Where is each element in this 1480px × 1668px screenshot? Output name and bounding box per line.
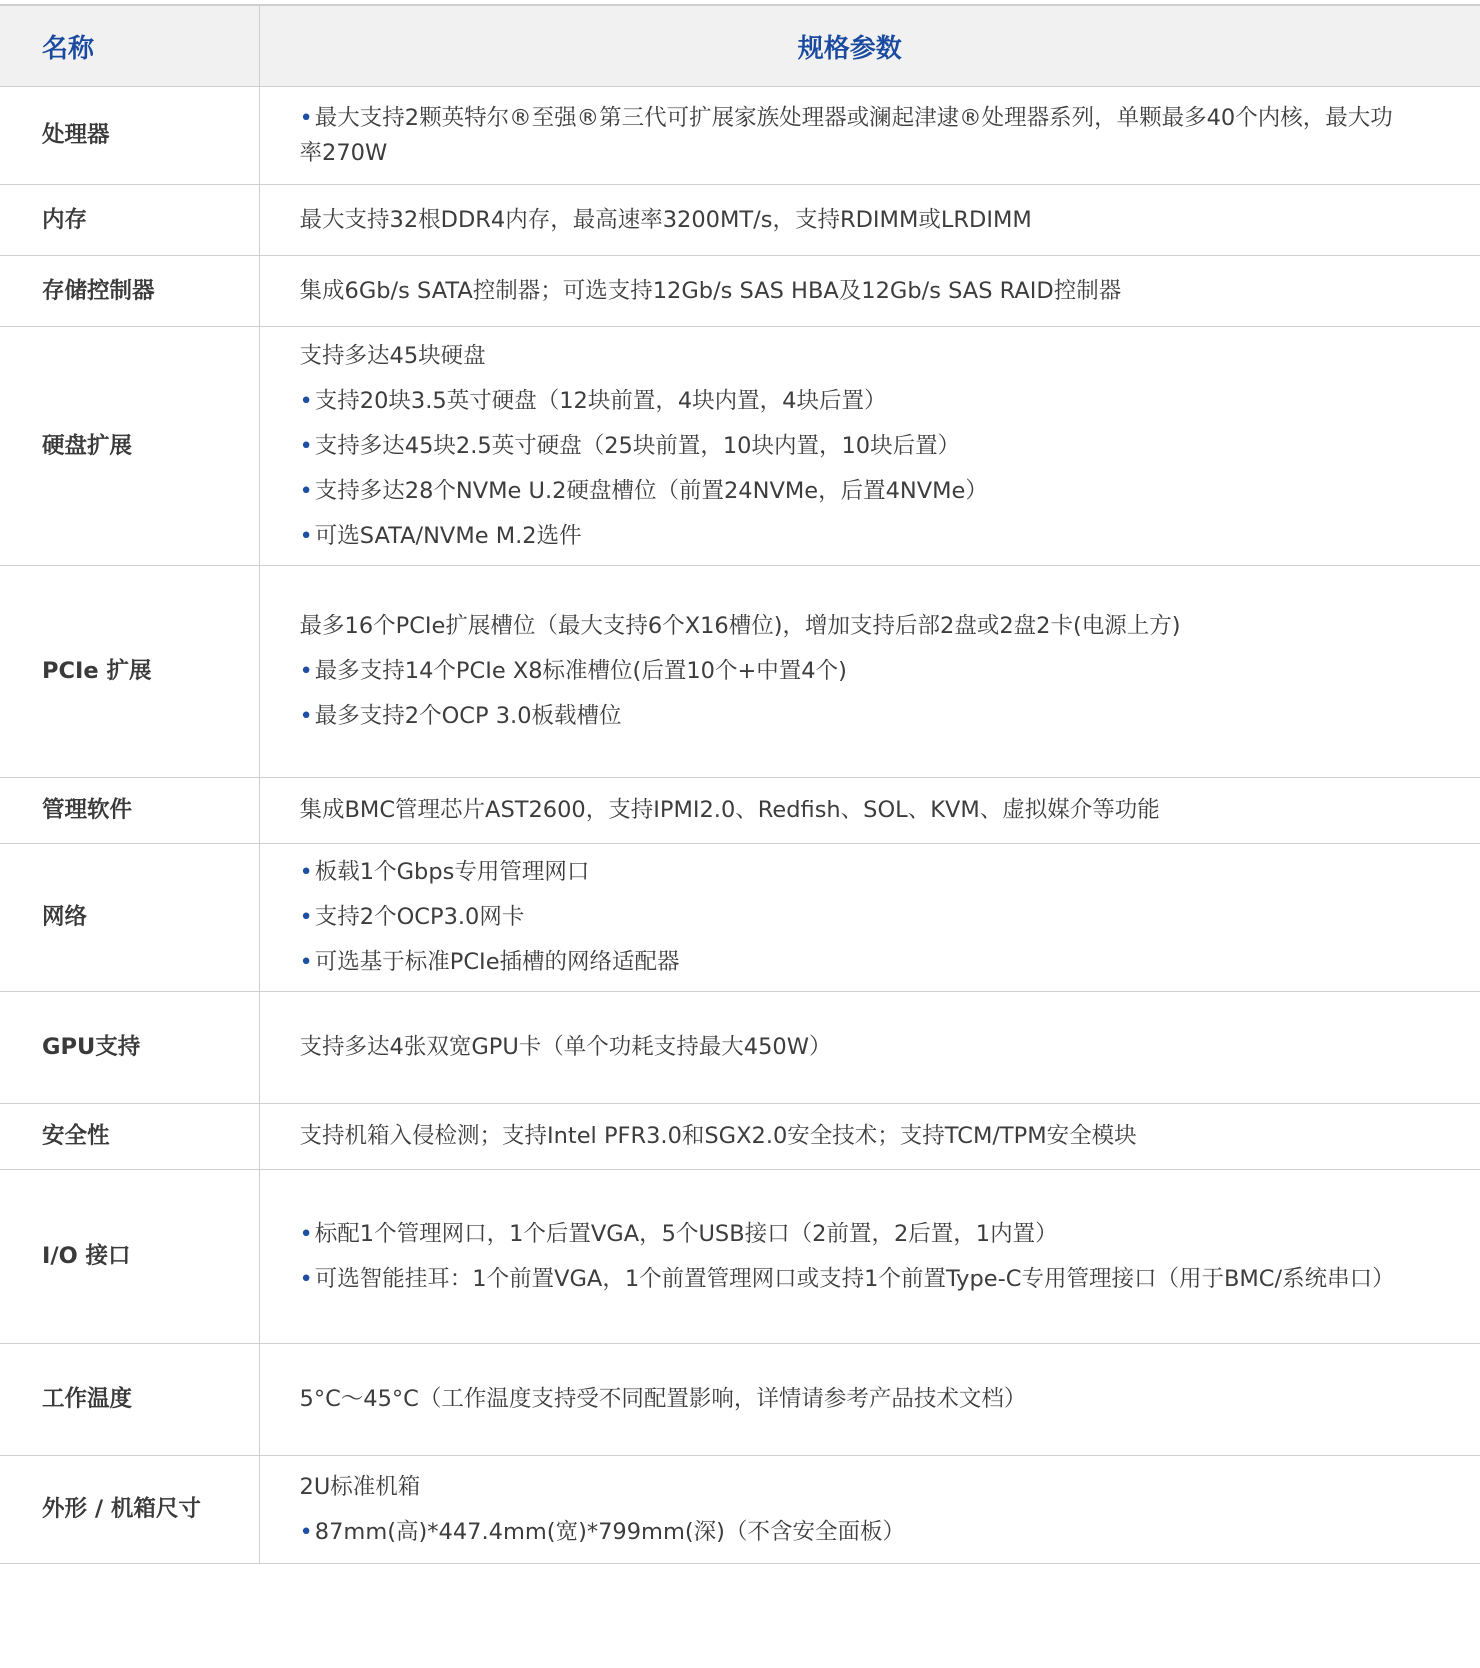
spec-value: [259, 185, 1480, 256]
spec-row: [0, 778, 1480, 844]
spec-bullet-line: [300, 519, 1401, 554]
spec-text: 最多支持2个OCP 3.0板载槽位: [314, 703, 622, 729]
spec-text: 集成6Gb/s SATA控制器；可选支持12Gb/s SAS HBA及12Gb/s SAS RAID控制器: [299, 277, 1122, 304]
spec-text: 可选智能挂耳：1个前置VGA，1个前置管理网口或支持1个前置Type-C专用管理接口（用于BMC/系统串口）: [314, 1265, 1395, 1292]
spec-row: [0, 992, 1480, 1104]
spec-value: [259, 778, 1480, 844]
spec-text: 支持多达4张双宽GPU卡（单个功耗支持最大450W）: [299, 1034, 832, 1060]
spec-name: PCIe 扩展: [0, 566, 259, 778]
spec-line: [300, 274, 1401, 309]
spec-row: [0, 1456, 1480, 1564]
bullet-icon: •: [299, 949, 313, 975]
spec-text: 支持机箱入侵检测；支持Intel PFR3.0和SGX2.0安全技术；支持TCM/TPM安全模块: [299, 1123, 1137, 1149]
bullet-icon: •: [299, 477, 313, 504]
spec-line: [300, 793, 1401, 828]
spec-line: [300, 203, 1401, 238]
spec-text: 最多支持14个PCIe X8标准槽位(后置10个+中置4个): [314, 658, 847, 684]
spec-row: [0, 185, 1480, 256]
spec-line: [300, 339, 1401, 374]
bullet-icon: •: [299, 658, 313, 684]
spec-bullet-line: [300, 429, 1401, 464]
spec-text: 87mm(高)*447.4mm(宽)*799mm(深)（不含安全面板）: [314, 1518, 905, 1545]
spec-value: [259, 1456, 1480, 1564]
spec-text: 支持多达28个NVMe U.2硬盘槽位（前置24NVMe，后置4NVMe）: [314, 477, 988, 504]
spec-text: 可选SATA/NVMe M.2选件: [314, 522, 582, 549]
spec-text: 板载1个Gbps专用管理网口: [314, 859, 590, 885]
spec-row: [0, 256, 1480, 327]
spec-value: [259, 1170, 1480, 1344]
spec-name: 管理软件: [0, 778, 259, 844]
spec-bullet-line: [300, 945, 1401, 980]
spec-value: [259, 566, 1480, 778]
spec-name: 网络: [0, 844, 259, 992]
bullet-icon: •: [299, 104, 313, 131]
spec-name: GPU支持: [0, 992, 259, 1104]
spec-text: 支持2个OCP3.0网卡: [314, 904, 525, 930]
spec-bullet-line: [300, 1217, 1401, 1252]
spec-name: 处理器: [0, 87, 259, 185]
spec-text: 2U标准机箱: [299, 1473, 421, 1500]
spec-body: [0, 87, 1480, 1564]
spec-bullet-line: [300, 1262, 1401, 1297]
spec-bullet-line: [300, 1515, 1401, 1550]
spec-line: [300, 1470, 1401, 1505]
spec-text: 集成BMC管理芯片AST2600，支持IPMI2.0、Redfish、SOL、KVM、虚拟媒介等功能: [299, 797, 1160, 823]
header-row: [0, 5, 1480, 87]
spec-row: [0, 87, 1480, 185]
bullet-icon: •: [299, 387, 313, 414]
spec-bullet-line: [300, 474, 1401, 509]
spec-bullet-line: [300, 654, 1401, 689]
bullet-icon: •: [299, 703, 313, 729]
spec-line: [300, 1382, 1401, 1417]
spec-value: [259, 87, 1480, 185]
bullet-icon: •: [299, 1518, 313, 1545]
bullet-icon: •: [299, 859, 313, 885]
spec-name: 硬盘扩展: [0, 327, 259, 566]
spec-line: [300, 1119, 1401, 1154]
spec-bullet-line: [300, 855, 1401, 890]
spec-row: [0, 1170, 1480, 1344]
spec-bullet-line: [300, 900, 1401, 935]
bullet-icon: •: [299, 432, 313, 459]
spec-line: [300, 1030, 1401, 1065]
spec-row: [0, 566, 1480, 778]
spec-bullet-line: [300, 101, 1401, 171]
bullet-icon: •: [299, 1220, 313, 1247]
spec-row: [0, 844, 1480, 992]
spec-line: [300, 609, 1401, 644]
spec-name: 工作温度: [0, 1344, 259, 1456]
spec-name: 安全性: [0, 1104, 259, 1170]
spec-value: [259, 992, 1480, 1104]
spec-value: [259, 327, 1480, 566]
spec-name: 外形 / 机箱尺寸: [0, 1456, 259, 1564]
spec-value: [259, 256, 1480, 327]
spec-name: I/O 接口: [0, 1170, 259, 1344]
spec-row: [0, 327, 1480, 566]
spec-text: 5°C～45°C（工作温度支持受不同配置影响，详情请参考产品技术文档）: [299, 1386, 1027, 1412]
spec-row: [0, 1104, 1480, 1170]
spec-text: 可选基于标准PCIe插槽的网络适配器: [314, 949, 680, 975]
spec-text: 支持多达45块硬盘: [299, 342, 486, 369]
spec-value: [259, 1104, 1480, 1170]
spec-text: 最大支持32根DDR4内存，最高速率3200MT/s，支持RDIMM或LRDIMM: [299, 206, 1032, 233]
spec-name: 内存: [0, 185, 259, 256]
spec-bullet-line: [300, 699, 1401, 734]
header-spec: 规格参数: [259, 5, 1480, 87]
spec-text: 标配1个管理网口，1个后置VGA，5个USB接口（2前置，2后置，1内置）: [314, 1220, 1058, 1247]
spec-value: [259, 1344, 1480, 1456]
header-name: 名称: [0, 5, 259, 87]
spec-text: 最大支持2颗英特尔®至强®第三代可扩展家族处理器或澜起津逮®处理器系列，单颗最多40个内核，最大功率270W: [299, 104, 1393, 166]
spec-value: [259, 844, 1480, 992]
spec-row: [0, 1344, 1480, 1456]
spec-text: 支持多达45块2.5英寸硬盘（25块前置，10块内置，10块后置）: [314, 432, 961, 459]
bullet-icon: •: [299, 1265, 313, 1292]
spec-name: 存储控制器: [0, 256, 259, 327]
spec-text: 最多16个PCIe扩展槽位（最大支持6个X16槽位)，增加支持后部2盘或2盘2卡(电源上方): [299, 613, 1181, 639]
spec-text: 支持20块3.5英寸硬盘（12块前置，4块内置，4块后置）: [314, 387, 887, 414]
bullet-icon: •: [299, 522, 313, 549]
spec-table: [0, 4, 1480, 1564]
bullet-icon: •: [299, 904, 313, 930]
spec-bullet-line: [300, 384, 1401, 419]
